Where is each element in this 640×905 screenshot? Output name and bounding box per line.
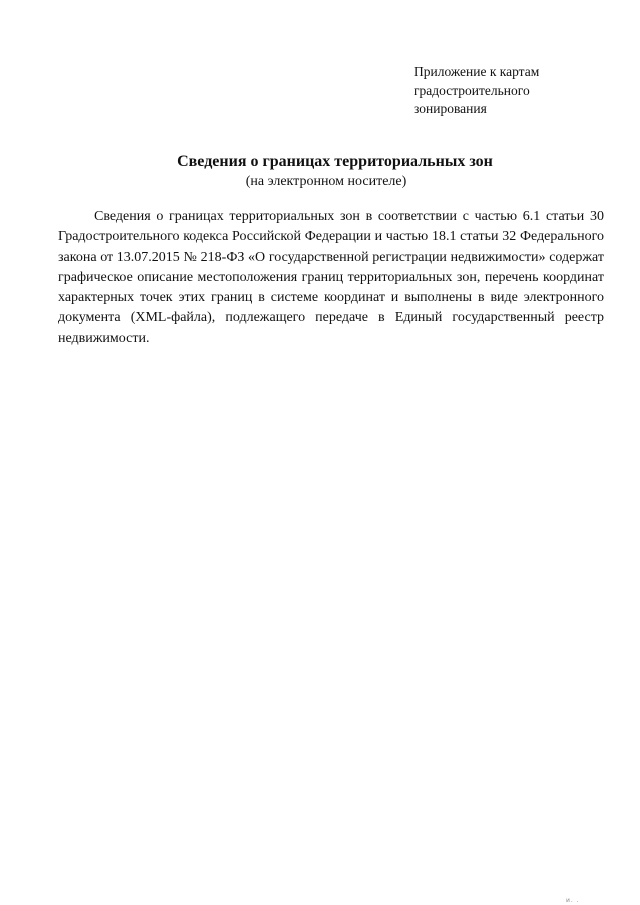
scan-mark-bottom: и. . [566, 897, 580, 904]
document-title: Сведения о границах территориальных зон [177, 153, 493, 170]
appendix-note-line-3: зонирования [414, 101, 487, 116]
document-subtitle: (на электронном носителе) [245, 174, 407, 189]
appendix-note [414, 63, 594, 119]
appendix-note-line-1: Приложение к картам [414, 64, 540, 79]
body-paragraph: Сведения о границах территориальных зон в соответствии с частью 6.1 статьи 30 Градостроительного кодекса Российской Федерации и частью 18.1 статьи 32 Федерального закона от 13.07.2015 № 218-ФЗ «О государственной регистрации недвижимости» содержат графическое описание местоположения границ территориальных зон, перечень координат характерных точек этих границ в системе координат и выполнены в виде электронного документа (XML-файла), подлежащего передаче в Единый государственный реестр недвижимости. [58, 209, 604, 346]
scan-mark-top: · · [564, 0, 573, 4]
appendix-note-line-2: градостроительного [414, 82, 530, 98]
